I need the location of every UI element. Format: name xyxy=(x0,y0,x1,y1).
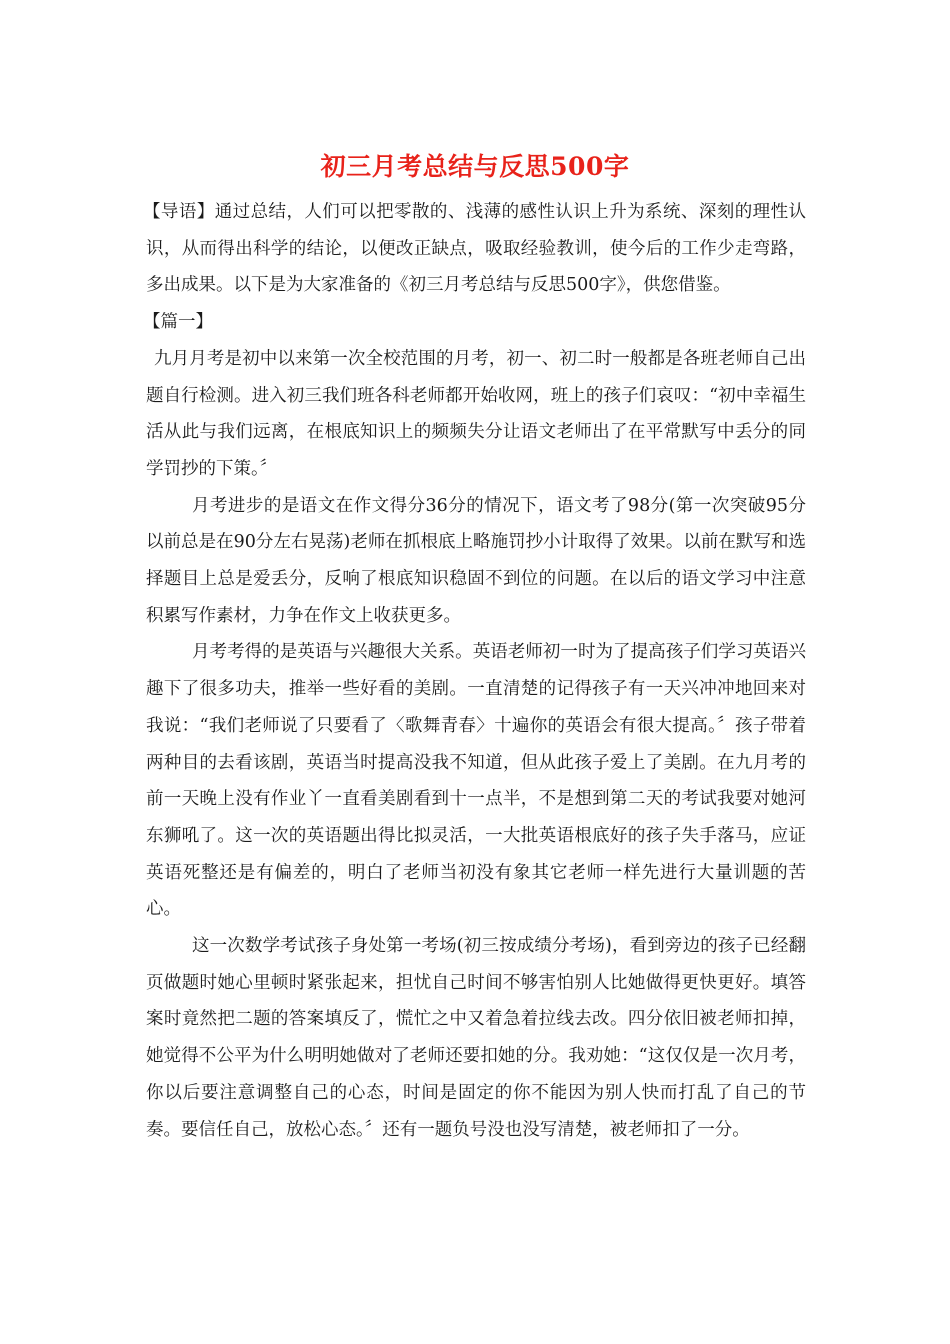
section-heading: 【篇一】 xyxy=(143,312,213,333)
body-paragraph: 这一次数学考试孩子身处第一考场(初三按成绩分考场)，看到旁边的孩子已经翻页做题时她心里顿时紧张起来，担忧自己时间不够害怕别人比她做得更快更好。填答案时竟然把二题的答案填反了，慌忙之中又着急着拉线去改。四分依旧被老师扣掉，她觉得不公平为什么明明她做对了老师还要扣她的分。我劝她：“这仅仅是一次月考，你以后要注意调整自己的心态，时间是固定的你不能因为别人快而打乱了自己的节奏。要信任自己，放松心态。〞还有一题负号没也没写清楚，被老师扣了一分。 xyxy=(146,936,806,1140)
body-paragraph: 月考考得的是英语与兴趣很大关系。英语老师初一时为了提高孩子们学习英语兴趣下了很多功夫，推举一些好看的美剧。一直清楚的记得孩子有一天兴冲冲地回来对我说：“我们老师说了只要看了〈歌舞青春〉十遍你的英语会有很大提高。〞孩子带着两种目的去看该剧，英语当时提高没我不知道，但从此孩子爱上了美剧。在九月考的前一天晚上没有作业丫一直看美剧看到十一点半，不是想到第二天的考试我要对她河东狮吼了。这一次的英语题出得比拟灵活，一大批英语根底好的孩子失手落马，应证英语死整还是有偏差的，明白了老师当初没有象其它老师一样先进行大量训题的苦心。 xyxy=(146,642,806,920)
body-paragraph: 九月月考是初中以来第一次全校范围的月考，初一、初二时一般都是各班老师自己出题自行检测。进入初三我们班各科老师都开始收网，班上的孩子们哀叹：“初中幸福生活从此与我们远离，在根底知识上的频频失分让语文老师出了在平常默写中丢分的同学罚抄的下策。〞 xyxy=(146,348,806,479)
intro-paragraph: 【导语】通过总结，人们可以把零散的、浅薄的感性认识上升为系统、深刻的理性认识，从而得出科学的结论，以便改正缺点，吸取经验教训，使今后的工作少走弯路，多出成果。以下是为大家准备的《初三月考总结与反思500字》，供您借鉴。 xyxy=(143,202,806,296)
document-title: 初三月考总结与反思500字 xyxy=(320,152,630,181)
document-body xyxy=(143,194,806,1148)
body-paragraph: 月考进步的是语文在作文得分36分的情况下，语文考了98分(第一次突破95分以前总是在90分左右晃荡)老师在抓根底上略施罚抄小计取得了效果。以前在默写和选择题目上总是爱丢分，反响了根底知识稳固不到位的问题。在以后的语文学习中注意积累写作素材，力争在作文上收获更多。 xyxy=(146,495,806,626)
